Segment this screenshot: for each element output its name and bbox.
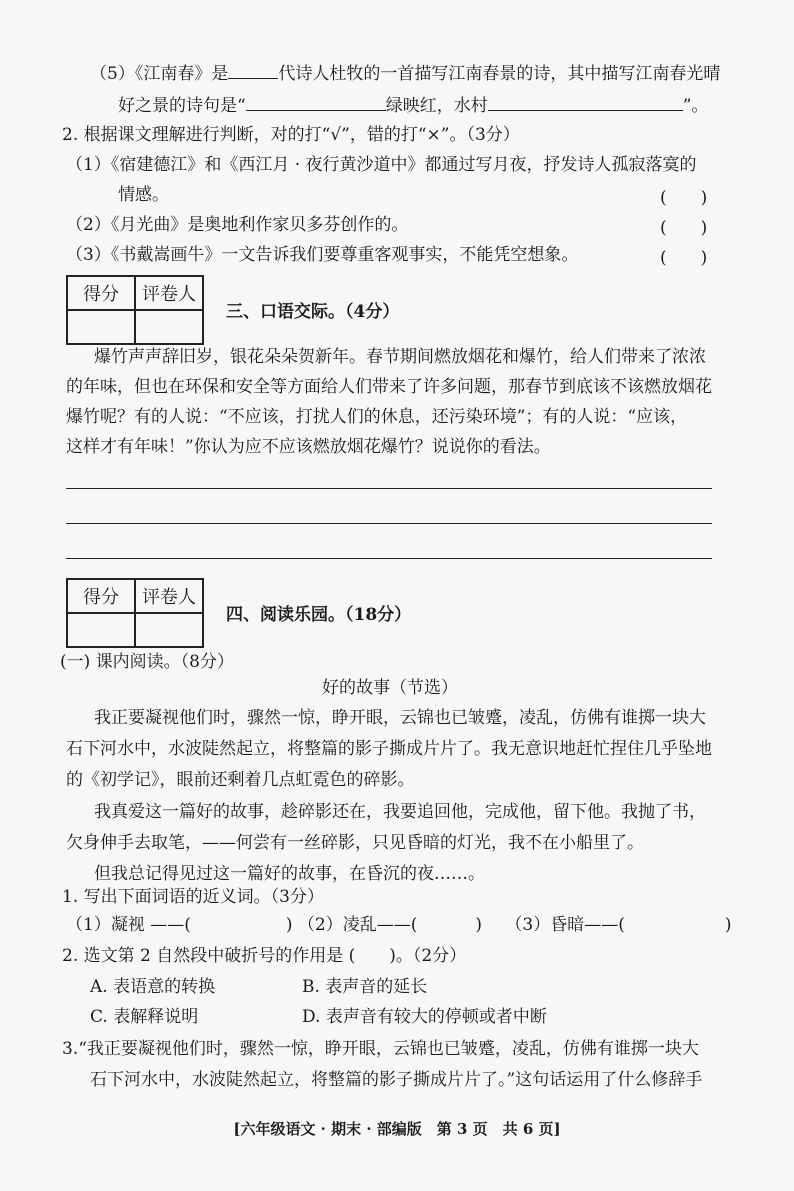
score-cell[interactable] — [67, 310, 135, 344]
grader-label: 评卷人 — [135, 579, 203, 613]
judge-title: 2. 根据课文理解进行判断，对的打“√”，错的打“×”。（3分） — [62, 125, 520, 145]
section3-para-2: 的年味，但也在环保和安全等方面给人们带来了许多问题，那春节到底该不该燃放烟花 — [66, 377, 712, 397]
q5-text-b: 代诗人杜牧的一首描写江南春景的诗，其中描写江南春光晴 — [278, 64, 721, 84]
judge-item-1-cont: 情感。 — [118, 185, 169, 205]
q1-item-2: （2）凌乱——( — [297, 915, 418, 935]
section3-para-4: 这样才有年味！”你认为应不应该燃放烟花爆竹？说说你的看法。 — [66, 437, 551, 457]
judge-item-3: （3）《书戴嵩画牛》一文告诉我们要尊重客观事实，不能凭空想象。 — [66, 245, 579, 265]
judge-item-2: （2）《月光曲》是奥地利作家贝多芬创作的。 — [66, 215, 409, 235]
section4-sub: (一) 课内阅读。（8分） — [60, 652, 234, 672]
score-table-3 — [66, 275, 204, 345]
q5-blank-3[interactable] — [488, 92, 683, 111]
passage-para-1: 我正要凝视他们时，骤然一惊，睁开眼，云锦也已皱蹙，凌乱，仿佛有谁掷一块大 — [94, 708, 706, 728]
q2-title: 2. 选文第 2 自然段中破折号的作用是 ( )。（2分） — [62, 946, 467, 966]
q5-text-e: ”。 — [682, 96, 709, 116]
score-label: 得分 — [67, 579, 135, 613]
q2-option-c[interactable]: C. 表解释说明 — [90, 1007, 199, 1027]
judge-answer-1[interactable]: ( ) — [660, 188, 708, 208]
passage-para-6: 但我总记得见过这一篇好的故事，在昏沉的夜……。 — [94, 864, 485, 884]
score-cell[interactable] — [67, 613, 135, 647]
q5-text-a: （5）《江南春》是 — [90, 64, 229, 84]
answer-line-3[interactable] — [66, 558, 712, 559]
q3-line2: 石下河水中，水波陡然起立，将整篇的影子撕成片片了。”这句话运用了什么修辞手 — [90, 1070, 703, 1090]
grader-cell[interactable] — [135, 613, 203, 647]
q1-item-3: （3）昏暗——( — [505, 915, 625, 935]
q5-text-c: 好之景的诗句是“ — [118, 96, 246, 116]
page-footer: [六年级语文 · 期末 · 部编版 第 3 页 共 6 页] — [233, 1120, 561, 1138]
q3-line1: 3.“我正要凝视他们时，骤然一惊，睁开眼，云锦也已皱蹙，凌乱，仿佛有谁掷一块大 — [62, 1039, 699, 1059]
score-label: 得分 — [67, 276, 135, 310]
answer-line-1[interactable] — [66, 488, 712, 489]
q1-close-2: ) — [475, 915, 482, 935]
q5-blank-2[interactable] — [246, 92, 386, 111]
passage-para-3: 的《初学记》，眼前还剩着几点虹霓色的碎影。 — [66, 770, 415, 790]
q5-line1 — [90, 60, 720, 86]
section3-para-1: 爆竹声声辞旧岁，银花朵朵贺新年。春节期间燃放烟花和爆竹，给人们带来了浓浓 — [94, 347, 706, 367]
q5-blank-1[interactable] — [228, 60, 278, 79]
judge-item-1: （1）《宿建德江》和《西江月 · 夜行黄沙道中》都通过写月夜，抒发诗人孤寂落寞的 — [66, 155, 697, 175]
answer-line-2[interactable] — [66, 523, 712, 524]
q5-text-d: 绿映红，水村 — [385, 96, 488, 116]
q1-items — [66, 913, 732, 937]
section4-title: 四、阅读乐园。（18分） — [226, 605, 412, 625]
grader-label: 评卷人 — [135, 276, 203, 310]
score-table-4 — [66, 578, 204, 648]
q2-option-d[interactable]: D. 表声音有较大的停顿或者中断 — [302, 1007, 547, 1027]
judge-answer-3[interactable]: ( ) — [660, 248, 708, 268]
passage-para-5: 欠身伸手去取笔，——何尝有一丝碎影，只见昏暗的灯光，我不在小船里了。 — [66, 833, 644, 853]
q1-close-3: ) — [724, 915, 732, 935]
judge-answer-2[interactable]: ( ) — [660, 218, 708, 238]
q2-option-b[interactable]: B. 表声音的延长 — [302, 977, 428, 997]
section3-title: 三、口语交际。（4分） — [226, 302, 400, 322]
q1-close-1: ) — [285, 915, 293, 935]
passage-para-2: 石下河水中，水波陡然起立，将整篇的影子撕成片片了。我无意识地赶忙捏住几乎坠地 — [66, 739, 712, 759]
q2-option-a[interactable]: A. 表语意的转换 — [90, 977, 216, 997]
q1-title: 1. 写出下面词语的近义词。（3分） — [62, 887, 324, 907]
q1-item-1: （1）凝视 ——( — [66, 915, 191, 935]
q5-line2 — [118, 92, 708, 118]
section3-para-3: 爆竹呢？有的人说：“不应该，打扰人们的休息，还污染环境”；有的人说：“应该， — [66, 407, 688, 427]
passage-para-4: 我真爱这一篇好的故事，趁碎影还在，我要追回他，完成他，留下他。我抛了书， — [94, 802, 706, 822]
grader-cell[interactable] — [135, 310, 203, 344]
passage-title: 好的故事（节选） — [322, 678, 458, 698]
